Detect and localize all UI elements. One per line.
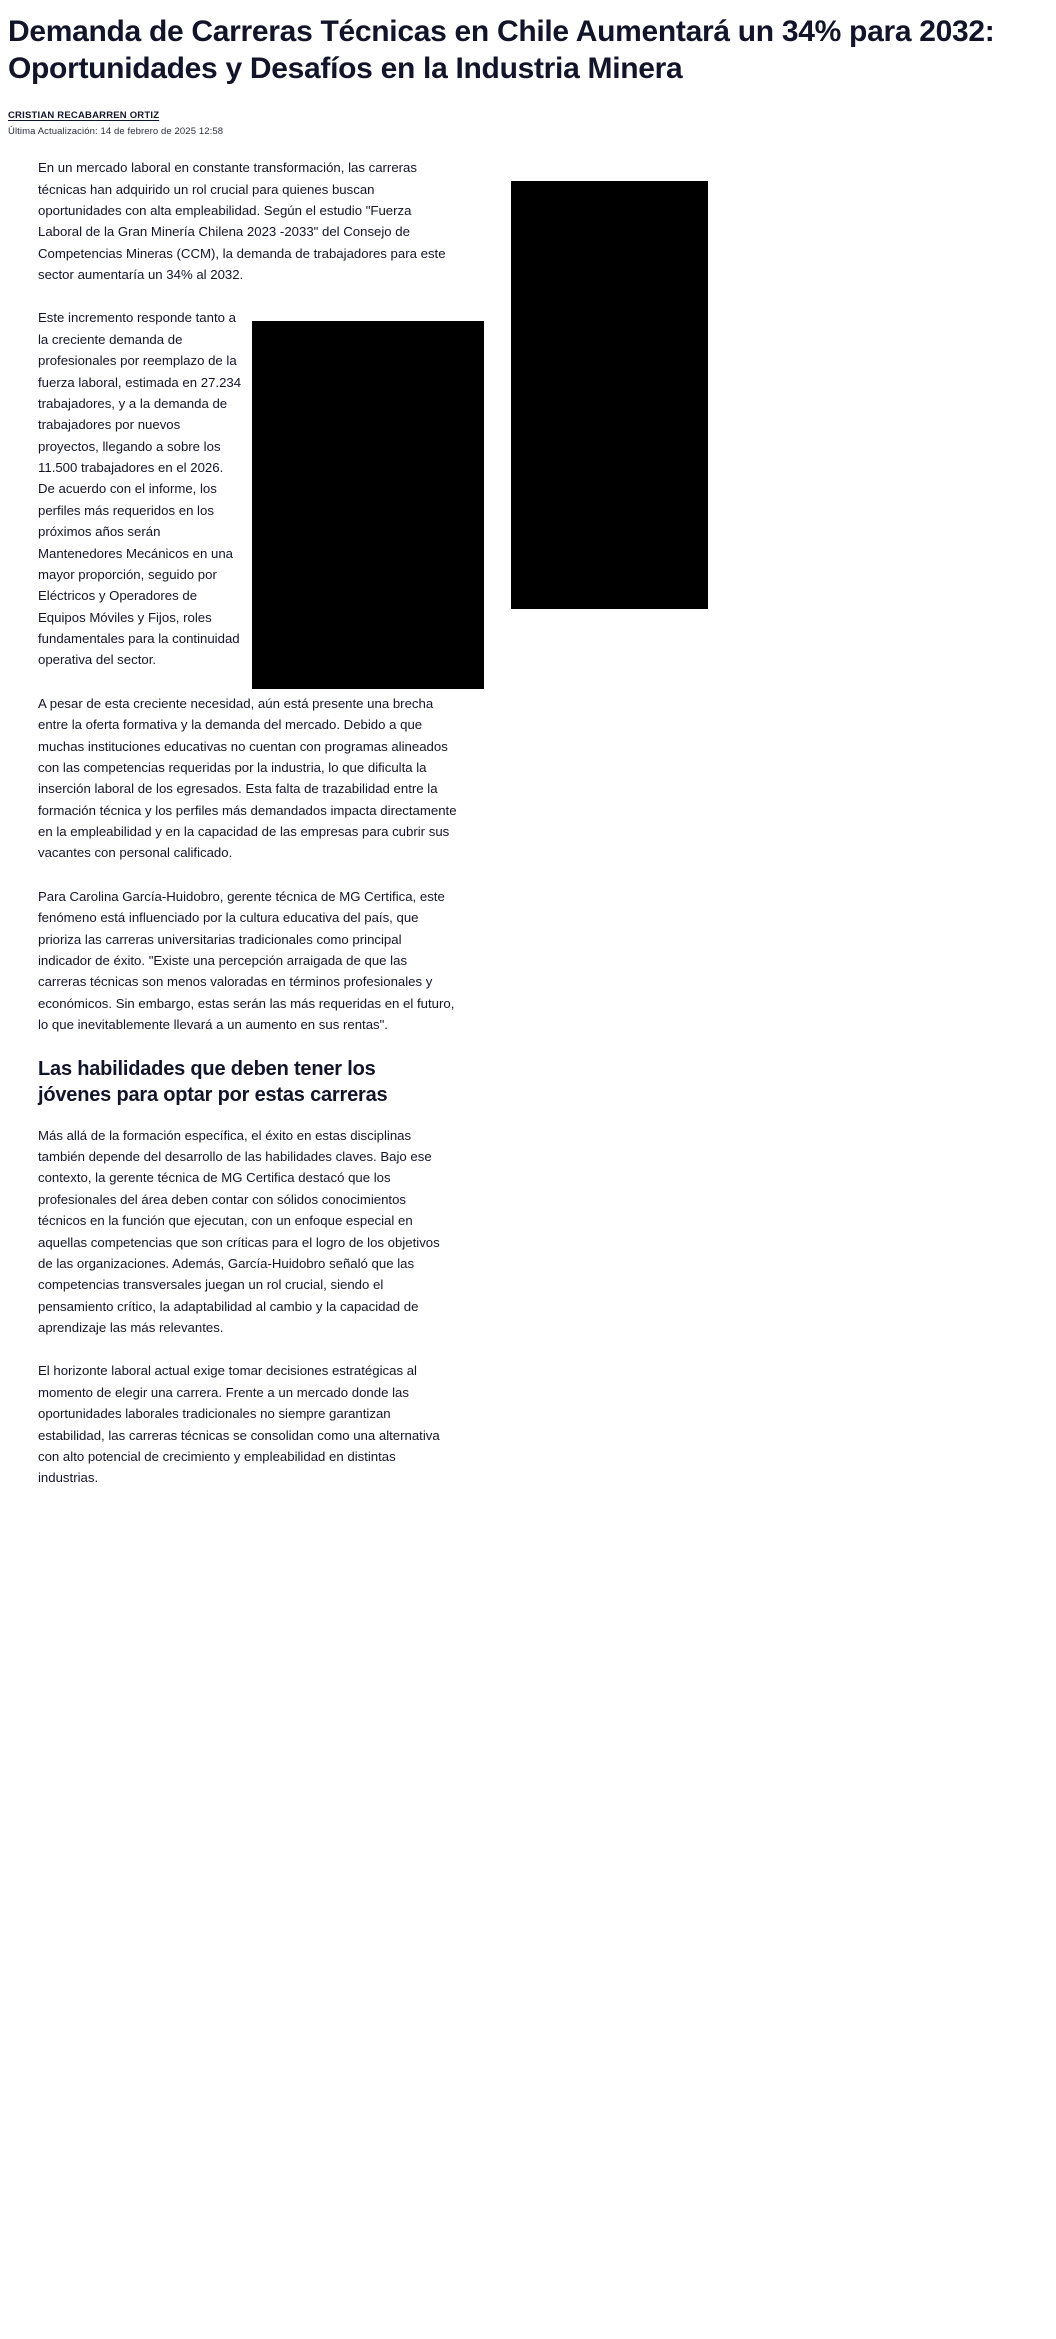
paragraph: El horizonte laboral actual exige tomar decisiones estratégicas al momento de elegir una carrera. Frente a un mercado donde las oportunidades laborales tradicionales no siempre garantizan estabilidad, las carreras técnicas se consolidan como una alternativa con alto potencial de crecimiento y empleabilidad en distintas industrias. bbox=[38, 1363, 440, 1486]
paragraph: A pesar de esta creciente necesidad, aún está presente una brecha entre la oferta formativa y la demanda del mercado. Debido a que muchas instituciones educativas no cuentan con programas alineados con las competencias requeridas por la industria, lo que dificulta la inserción laboral de los egresados. Esta falta de trazabilidad entre la formación técnica y los perfiles más demandados impacta directamente en la empleabilidad y en la capacidad de las empresas para cubrir sus vacantes con personal calificado. bbox=[38, 695, 457, 861]
article-header bbox=[0, 0, 1056, 137]
paragraph: Más allá de la formación específica, el éxito en estas disciplinas también depende del desarrollo de las habilidades claves. Bajo ese contexto, la gerente técnica de MG Certifica destacó que los profesionales del área deben contar con sólidos conocimientos técnicos en la función que ejecutan, con un enfoque especial en aquellas competencias que son críticas para el logro de los objetivos de las organizaciones. Además, García-Huidobro señaló que las competencias transversales juegan un rol crucial, siendo el pensamiento crítico, la adaptabilidad al cambio y la capacidad de aprendizaje las más relevantes. bbox=[38, 1127, 440, 1335]
paragraph: Para Carolina García-Huidobro, gerente técnica de MG Certifica, este fenómeno está influenciado por la cultura educativa del país, que prioriza las carreras universitarias tradicionales como principal indicador de éxito. "Existe una percepción arraigada de que las carreras técnicas son menos valoradas en términos profesionales y económicos. Sin embargo, estas serán las más requeridas en el futuro, lo que inevitablemente llevará a un aumento en sus rentas". bbox=[38, 888, 455, 1033]
paragraph: En un mercado laboral en constante transformación, las carreras técnicas han adquirido un rol crucial para quienes buscan oportunidades con alta empleabilidad. Según el estudio "Fuerza Laboral de la Gran Minería Chilena 2023 -2033" del Consejo de Competencias Mineras (CCM), la demanda de trabajadores para este sector aumentaría un 34% al 2032. bbox=[38, 160, 446, 283]
paragraph: Este incremento responde tanto a la creciente demanda de profesionales por reemplazo de la fuerza laboral, estimada en 27.234 trabajadores, y a la demanda de trabajadores por nuevos proyectos, llegando a sobre los 11.500 trabajadores en el 2026. De acuerdo con el informe, los perfiles más requeridos en los próximos años serán Mantenedores Mecánicos en una mayor proporción, seguido por Eléctricos y Operadores de Equipos Móviles y Fijos, roles fundamentales para la continuidad operativa del sector. bbox=[38, 310, 242, 668]
author-link[interactable]: CRISTIAN RECABARREN ORTIZ bbox=[8, 110, 160, 122]
article-content-column bbox=[38, 157, 458, 1488]
last-updated-timestamp: Última Actualización: 14 de febrero de 2025 12:58 bbox=[8, 126, 224, 138]
page-title: Demanda de Carreras Técnicas en Chile Aumentará un 34% para 2032: Oportunidades y Desafíos en la Industria Minera bbox=[8, 15, 995, 85]
section-subheading: Las habilidades que deben tener los jóvenes para optar por estas carreras bbox=[38, 1058, 388, 1107]
article-body bbox=[0, 137, 1056, 1550]
